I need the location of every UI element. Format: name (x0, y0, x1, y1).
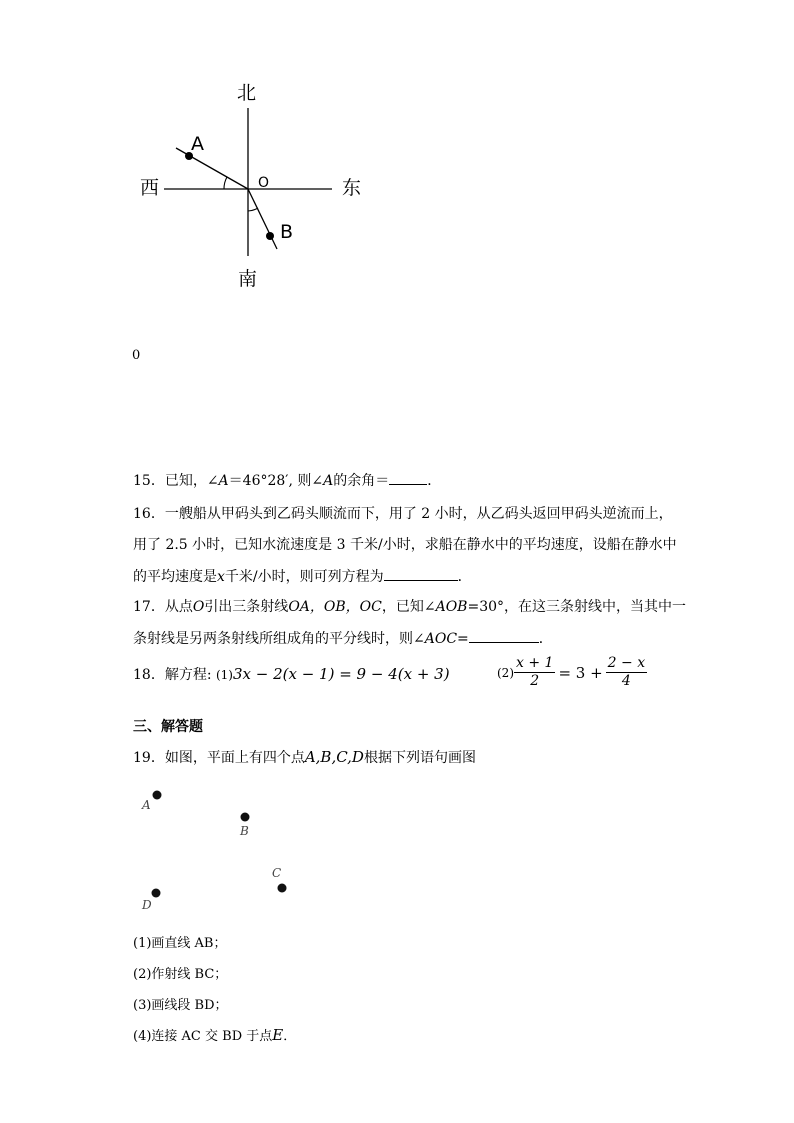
task-1: (1)画直线 AB； (133, 936, 227, 951)
q19-text-b: 根据下列语句画图 (363, 750, 476, 766)
q17-line2-b: = (457, 631, 469, 647)
question-15 (133, 470, 441, 491)
q18-frac2-numerator: 2 − x (607, 655, 646, 671)
task-4-end: ． (283, 1029, 297, 1044)
q17-d: =30°，在这三条射线中，当其中一 (467, 599, 687, 615)
task-4-point: E (272, 1026, 284, 1044)
stray-mark: 0 (132, 348, 141, 363)
q15-end: ． (427, 473, 442, 489)
q16-line3-b: 千米/小时，则可列方程为 (224, 569, 384, 585)
point-b-dot-19 (241, 813, 250, 822)
q17-answer-blank[interactable] (469, 628, 539, 643)
task-4-text: (4)连接 AC 交 BD 于点 (133, 1029, 273, 1044)
q18-fraction-2 (606, 655, 647, 690)
q16-var: x (217, 569, 225, 585)
label-south: 南 (238, 268, 258, 290)
q17-o: O (192, 599, 205, 615)
q17-aob: AOB (435, 599, 468, 615)
point-c-dot-19 (278, 884, 287, 893)
q15-number: 15． (133, 473, 165, 489)
q18-part1-equation: 3x − 2(x − 1) = 9 − 4(x + 3) (232, 665, 450, 683)
q15-suffix: 的余角＝ (333, 473, 390, 489)
label-a-19: A (142, 798, 151, 812)
q15-angle-2: ∠A (311, 473, 334, 489)
q15-eq: ＝46°28′, 则 (228, 473, 312, 489)
point-b-dot (266, 232, 274, 240)
q18-frac1-denominator: 2 (530, 673, 540, 689)
q17-end: ． (538, 631, 553, 647)
q18-number: 18．解方程: (133, 667, 212, 683)
question-16-line-1: 16．一艘船从甲码头到乙码头顺流而下，用了 2 小时，从乙码头返回甲码头逆流而上， (133, 506, 673, 522)
q19-text-a: 19．如图，平面上有四个点 (133, 750, 305, 766)
label-point-a: A (191, 133, 204, 155)
ray-ob (248, 189, 277, 249)
task-3: (3)画线段 BD； (133, 998, 228, 1013)
q18-part2-mid: = 3 + (558, 663, 603, 682)
points-diagram (130, 780, 310, 920)
label-d-19: D (142, 898, 152, 912)
task-4 (133, 1025, 296, 1044)
label-west: 西 (140, 177, 160, 199)
q16-answer-blank[interactable] (384, 566, 458, 581)
q15-prefix: 已知， (164, 473, 207, 489)
q16-end: ． (457, 569, 472, 585)
q17-line2-a: 条射线是另两条射线所组成角的平分线时，则∠ (133, 631, 425, 647)
angle-arc-a (224, 177, 227, 189)
q18-part2-label: (2) (497, 665, 514, 680)
angle-arc-b (248, 208, 258, 211)
q16-line3-a: 的平均速度是 (133, 569, 217, 585)
question-18 (133, 664, 450, 685)
label-east: 东 (342, 177, 362, 199)
q18-fraction-1 (514, 655, 555, 690)
point-d-dot-19 (152, 889, 161, 898)
label-c-19: C (272, 866, 282, 880)
q18-frac1-numerator: x + 1 (516, 655, 554, 671)
task-2: (2)作射线 BC； (133, 967, 228, 982)
point-a-dot-19 (153, 791, 162, 800)
points-figure (130, 780, 310, 920)
label-north: 北 (237, 82, 257, 104)
q17-b: 引出三条射线 (204, 599, 289, 615)
section-title: 三、解答题 (133, 719, 203, 735)
question-18-part-2 (497, 655, 647, 690)
q18-part1-label: (1) (215, 668, 233, 682)
question-17-line-1 (133, 597, 686, 617)
compass-figure (130, 70, 380, 300)
q17-rays: OA，OB，OC (288, 599, 382, 615)
q17-a: 17．从点 (133, 599, 193, 615)
q15-angle: ∠A (206, 473, 229, 489)
q19-points: A,B,C,D (304, 748, 364, 766)
question-16-line-2: 用了 2.5 小时，已知水流速度是 3 千米/小时，求船在静水中的平均速度，设船在静水中 (133, 537, 677, 553)
label-point-b: B (280, 221, 294, 243)
question-17-line-2 (133, 628, 553, 649)
label-b-19: B (240, 824, 249, 838)
q15-answer-blank[interactable] (389, 470, 427, 485)
question-16-line-3 (133, 566, 472, 587)
label-origin: O (258, 175, 270, 191)
q17-aoc: AOC (424, 631, 458, 647)
q18-frac2-denominator: 4 (621, 673, 631, 689)
q17-c: ，已知∠ (381, 599, 436, 615)
question-19 (133, 747, 476, 768)
